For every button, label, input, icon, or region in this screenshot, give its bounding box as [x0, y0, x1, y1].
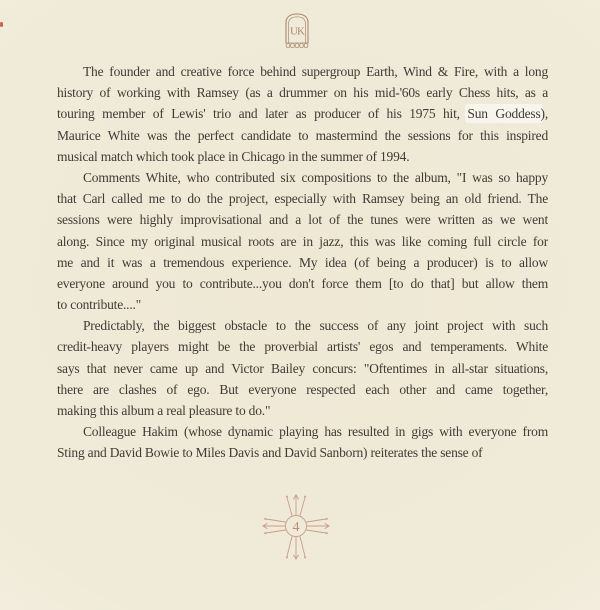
paragraph [57, 61, 548, 167]
text-line: touring member of Lewis' trio and later as producer of his 1975 hit, Sun Goddess), [57, 106, 548, 122]
scan-artifact-speck [0, 22, 3, 27]
liner-notes-text [57, 61, 548, 464]
text-line: everyone around you to contribute...you don't force them [to do that] but allow them [57, 275, 548, 291]
text-line: Comments White, who contributed six compositions to the album, "I was so happy [83, 169, 548, 185]
page-number-ornament [258, 489, 334, 565]
uk-monogram-emblem [283, 11, 311, 48]
text-line: history of working with Ramsey (as a drummer on his mid-'60s early Chess hits, as a [57, 85, 548, 101]
text-line: Sting and David Bowie to Miles Davis and David Sanborn) reiterates the sense of [57, 445, 483, 461]
page-number: 4 [292, 520, 300, 535]
paragraph [57, 421, 548, 463]
text-line: Maurice White was the perfect candidate to mastermind the sessions for this inspired [57, 127, 548, 143]
text-line: credit-heavy players might be the proverbial artists' egos and temperaments. White [57, 339, 548, 355]
text-line: says that never came up and Victor Bailey concurs: "Oftentimes in all-star situations, [57, 360, 548, 376]
emblem-monogram: UK [290, 25, 304, 38]
text-line: musical match which took place in Chicago in the summer of 1994. [57, 148, 410, 164]
text-line: along. Since my original musical roots are in jazz, this was like coming full circle for [57, 233, 548, 249]
text-line: sessions were highly improvisational and a lot of the tunes were written as we went [57, 212, 548, 228]
text-line: that Carl called me to do the project, especially with Ramsey being an old friend. The [57, 191, 548, 207]
text-line: The founder and creative force behind supergroup Earth, Wind & Fire, with a long [83, 64, 548, 79]
text-line: me and it was a tremendous experience. My idea (of being a producer) is to allow [57, 254, 548, 270]
paragraph [57, 315, 548, 421]
text-line: there are clashes of ego. But everyone respected each other and came together, [57, 381, 548, 397]
highlighted-phrase: Sun Goddess [467, 106, 541, 122]
text-line: Colleague Hakim (whose dynamic playing has resulted in gigs with everyone from [83, 424, 548, 440]
text-line: making this album a real pleasure to do." [57, 403, 271, 418]
text-line: Predictably, the biggest obstacle to the success of any joint project with such [83, 318, 548, 334]
paragraph [57, 167, 548, 315]
text-line: to contribute...." [57, 297, 142, 313]
